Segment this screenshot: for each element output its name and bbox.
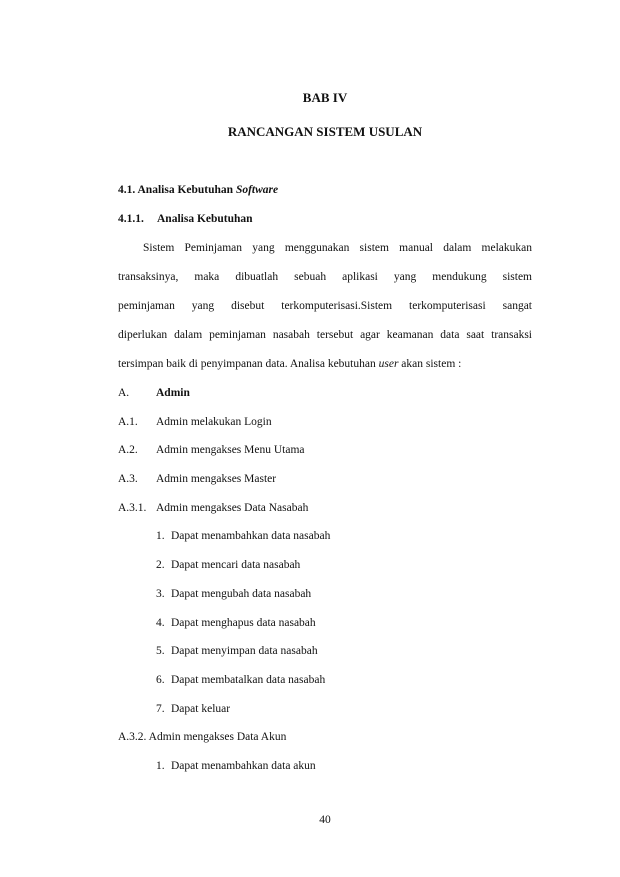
- section-heading: [118, 184, 278, 196]
- outline-label: Admin mengakses Menu Utama: [156, 444, 305, 456]
- list-item-number: 4.: [156, 617, 165, 629]
- outline-label: Admin mengakses Data Nasabah: [156, 502, 309, 514]
- list-item: Dapat keluar: [171, 703, 231, 715]
- paragraph-text: akan sistem :: [398, 358, 462, 370]
- outline-heading: Admin: [156, 387, 190, 399]
- list-item: Dapat menyimpan data nasabah: [171, 645, 318, 657]
- outline-number: A.3.1.: [118, 502, 147, 514]
- section-title-italic: Software: [235, 184, 279, 196]
- subsection-heading: [118, 213, 253, 225]
- paragraph-text: tersimpan baik di penyimpanan data. Analisa kebutuhan: [118, 358, 379, 370]
- chapter-number: BAB IV: [302, 90, 348, 105]
- paragraph-line: transaksinya, maka dibuatlah sebuah aplikasi yang mendukung sistem: [118, 271, 532, 283]
- page-number: 40: [319, 814, 331, 826]
- list-item: Dapat menambahkan data nasabah: [171, 530, 331, 542]
- outline-label: Admin mengakses Master: [156, 473, 277, 485]
- paragraph-line: [118, 358, 532, 370]
- subsection-title: Analisa Kebutuhan: [157, 213, 253, 225]
- list-item-number: 3.: [156, 588, 165, 600]
- list-item-number: 1.: [156, 760, 165, 772]
- list-item-number: 1.: [156, 530, 165, 542]
- outline-label: A.3.2. Admin mengakses Data Akun: [118, 731, 287, 743]
- list-item-number: 5.: [156, 645, 165, 657]
- section-number: 4.1.: [118, 184, 136, 196]
- paragraph-line: Sistem Peminjaman yang menggunakan sistem manual dalam melakukan: [143, 242, 532, 254]
- outline-label: Admin melakukan Login: [156, 416, 272, 428]
- list-item-number: 7.: [156, 703, 165, 715]
- outline-number: A.2.: [118, 444, 138, 456]
- list-item: Dapat mencari data nasabah: [171, 559, 301, 571]
- list-item: Dapat membatalkan data nasabah: [171, 674, 326, 686]
- section-title: Analisa Kebutuhan: [137, 184, 234, 196]
- paragraph-italic: user: [378, 358, 399, 370]
- outline-number: A.3.: [118, 473, 138, 485]
- paragraph-line: diperlukan dalam peminjaman nasabah tersebut agar keamanan data saat transaksi: [118, 329, 532, 341]
- paragraph-line: peminjaman yang disebut terkomputerisasi.Sistem terkomputerisasi sangat: [118, 300, 532, 312]
- list-item: Dapat menghapus data nasabah: [171, 617, 316, 629]
- subsection-number: 4.1.1.: [118, 213, 144, 225]
- outline-number: A.: [118, 387, 130, 399]
- outline-number: A.1.: [118, 416, 138, 428]
- list-item: Dapat mengubah data nasabah: [171, 588, 312, 600]
- list-item: Dapat menambahkan data akun: [171, 760, 316, 772]
- list-item-number: 6.: [156, 674, 165, 686]
- chapter-title: RANCANGAN SISTEM USULAN: [227, 124, 423, 139]
- list-item-number: 2.: [156, 559, 165, 571]
